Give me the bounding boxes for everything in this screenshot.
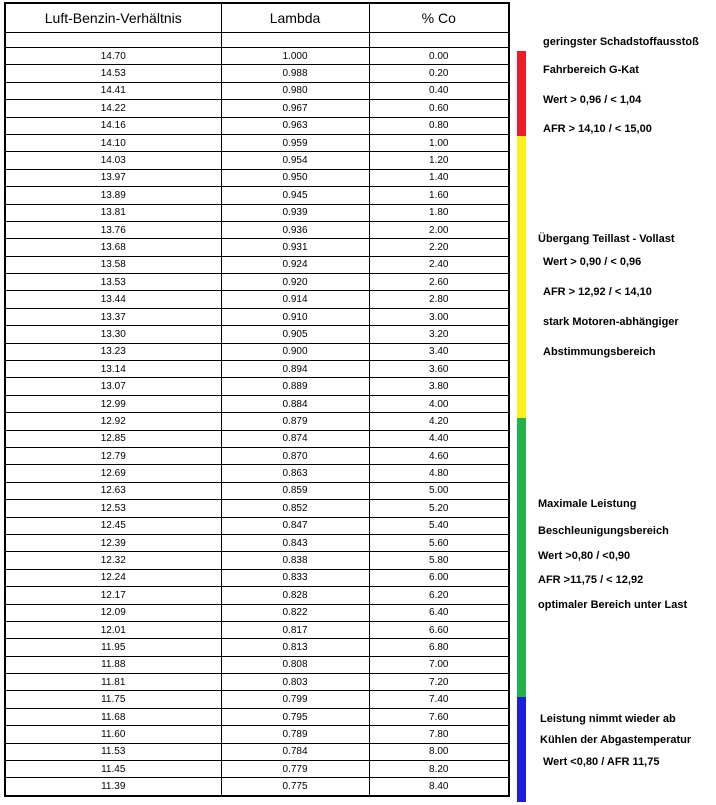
co-cell: 2.20 bbox=[369, 239, 509, 256]
afr-cell: 14.10 bbox=[5, 134, 221, 151]
afr-cell: 13.37 bbox=[5, 308, 221, 325]
lambda-cell: 0.988 bbox=[221, 65, 369, 82]
zone-red-line-1: geringster Schadstoffausstoß bbox=[543, 36, 699, 48]
co-cell: 5.80 bbox=[369, 552, 509, 569]
zone-green-line-2: Beschleunigungsbereich bbox=[538, 525, 669, 537]
afr-cell: 12.39 bbox=[5, 534, 221, 551]
afr-cell: 14.53 bbox=[5, 65, 221, 82]
lambda-cell: 0.817 bbox=[221, 621, 369, 638]
afr-cell: 13.68 bbox=[5, 239, 221, 256]
table-row bbox=[5, 256, 509, 273]
afr-cell: 13.89 bbox=[5, 187, 221, 204]
table-row bbox=[5, 761, 509, 778]
co-cell: 8.00 bbox=[369, 743, 509, 760]
lambda-cell: 0.959 bbox=[221, 134, 369, 151]
co-cell: 0.60 bbox=[369, 100, 509, 117]
lambda-cell: 0.795 bbox=[221, 708, 369, 725]
co-cell: 2.40 bbox=[369, 256, 509, 273]
zone-bar-blue bbox=[517, 697, 526, 802]
table-row bbox=[5, 82, 509, 99]
lambda-cell: 0.900 bbox=[221, 343, 369, 360]
lambda-cell: 0.936 bbox=[221, 221, 369, 238]
table-row bbox=[5, 674, 509, 691]
co-cell: 3.80 bbox=[369, 378, 509, 395]
co-cell: 0.00 bbox=[369, 48, 509, 65]
co-cell: 5.40 bbox=[369, 517, 509, 534]
lambda-cell: 0.910 bbox=[221, 308, 369, 325]
table-row bbox=[5, 447, 509, 464]
afr-cell: 12.45 bbox=[5, 517, 221, 534]
co-cell: 7.60 bbox=[369, 708, 509, 725]
afr-cell: 13.81 bbox=[5, 204, 221, 221]
co-cell: 7.00 bbox=[369, 656, 509, 673]
table-row bbox=[5, 482, 509, 499]
afr-cell: 11.88 bbox=[5, 656, 221, 673]
lambda-cell: 0.905 bbox=[221, 326, 369, 343]
afr-cell: 13.44 bbox=[5, 291, 221, 308]
afr-cell: 12.53 bbox=[5, 500, 221, 517]
table-row bbox=[5, 413, 509, 430]
lambda-cell: 0.843 bbox=[221, 534, 369, 551]
afr-cell: 11.53 bbox=[5, 743, 221, 760]
lambda-cell: 0.879 bbox=[221, 413, 369, 430]
lambda-cell: 0.852 bbox=[221, 500, 369, 517]
table-row bbox=[5, 552, 509, 569]
lambda-cell: 0.789 bbox=[221, 726, 369, 743]
lambda-cell: 0.847 bbox=[221, 517, 369, 534]
lambda-cell: 0.859 bbox=[221, 482, 369, 499]
lambda-cell: 0.779 bbox=[221, 761, 369, 778]
afr-cell: 14.22 bbox=[5, 100, 221, 117]
afr-cell: 11.45 bbox=[5, 761, 221, 778]
afr-cell: 11.95 bbox=[5, 639, 221, 656]
co-cell: 1.40 bbox=[369, 169, 509, 186]
table-row bbox=[5, 326, 509, 343]
zone-blue-line-2: Kühlen der Abgastemperatur bbox=[540, 734, 692, 746]
zone-yellow-line-5: Abstimmungsbereich bbox=[543, 346, 656, 358]
afr-cell: 12.24 bbox=[5, 569, 221, 586]
table-row bbox=[5, 517, 509, 534]
table-row bbox=[5, 48, 509, 65]
lambda-cell: 0.799 bbox=[221, 691, 369, 708]
co-cell: 6.00 bbox=[369, 569, 509, 586]
table-row bbox=[5, 587, 509, 604]
co-cell: 8.20 bbox=[369, 761, 509, 778]
zone-bar-green bbox=[517, 418, 526, 697]
zone-yellow-line-2: Wert > 0,90 / < 0,96 bbox=[543, 256, 642, 268]
afr-cell: 12.17 bbox=[5, 587, 221, 604]
lambda-cell: 0.813 bbox=[221, 639, 369, 656]
co-cell: 2.60 bbox=[369, 274, 509, 291]
afr-cell: 13.97 bbox=[5, 169, 221, 186]
lambda-cell: 0.924 bbox=[221, 256, 369, 273]
afr-cell: 12.01 bbox=[5, 621, 221, 638]
zone-blue-line-3: Wert <0,80 / AFR 11,75 bbox=[543, 756, 660, 768]
afr-cell: 14.41 bbox=[5, 82, 221, 99]
afr-lambda-co-table bbox=[4, 2, 510, 797]
afr-cell: 12.69 bbox=[5, 465, 221, 482]
afr-cell: 13.23 bbox=[5, 343, 221, 360]
table-row bbox=[5, 430, 509, 447]
table-row bbox=[5, 726, 509, 743]
lambda-cell: 0.784 bbox=[221, 743, 369, 760]
afr-cell: 12.85 bbox=[5, 430, 221, 447]
table-row bbox=[5, 152, 509, 169]
co-cell: 4.00 bbox=[369, 395, 509, 412]
table-row bbox=[5, 691, 509, 708]
lambda-cell: 0.884 bbox=[221, 395, 369, 412]
table-row bbox=[5, 569, 509, 586]
zone-bar-yellow bbox=[517, 136, 526, 418]
co-cell: 0.20 bbox=[369, 65, 509, 82]
table-row bbox=[5, 204, 509, 221]
table-row bbox=[5, 656, 509, 673]
table-row bbox=[5, 308, 509, 325]
lambda-cell: 0.920 bbox=[221, 274, 369, 291]
afr-cell: 13.58 bbox=[5, 256, 221, 273]
zone-yellow-line-3: AFR > 12,92 / < 14,10 bbox=[543, 286, 652, 298]
afr-cell: 13.53 bbox=[5, 274, 221, 291]
lambda-cell: 0.889 bbox=[221, 378, 369, 395]
co-cell: 6.20 bbox=[369, 587, 509, 604]
co-cell: 7.80 bbox=[369, 726, 509, 743]
afr-cell: 12.63 bbox=[5, 482, 221, 499]
table-row bbox=[5, 187, 509, 204]
table-row bbox=[5, 534, 509, 551]
co-cell: 3.20 bbox=[369, 326, 509, 343]
co-cell: 3.60 bbox=[369, 361, 509, 378]
co-cell: 7.20 bbox=[369, 674, 509, 691]
lambda-cell: 0.945 bbox=[221, 187, 369, 204]
co-cell: 6.40 bbox=[369, 604, 509, 621]
zone-green-line-1: Maximale Leistung bbox=[538, 498, 637, 510]
afr-cell: 11.68 bbox=[5, 708, 221, 725]
table-row bbox=[5, 743, 509, 760]
table-header-row bbox=[5, 3, 509, 33]
table-row bbox=[5, 291, 509, 308]
table-row bbox=[5, 343, 509, 360]
lambda-cell: 0.950 bbox=[221, 169, 369, 186]
afr-cell: 11.81 bbox=[5, 674, 221, 691]
co-cell: 3.40 bbox=[369, 343, 509, 360]
afr-cell: 11.39 bbox=[5, 778, 221, 796]
header-afr: Luft-Benzin-Verhältnis bbox=[5, 3, 221, 33]
table-row bbox=[5, 778, 509, 796]
lambda-cell: 0.863 bbox=[221, 465, 369, 482]
co-cell: 1.20 bbox=[369, 152, 509, 169]
lambda-cell: 1.000 bbox=[221, 48, 369, 65]
lambda-cell: 0.874 bbox=[221, 430, 369, 447]
afr-cell: 11.75 bbox=[5, 691, 221, 708]
table-row bbox=[5, 65, 509, 82]
afr-cell: 11.60 bbox=[5, 726, 221, 743]
lambda-cell: 0.931 bbox=[221, 239, 369, 256]
zone-yellow-line-4: stark Motoren-abhängiger bbox=[543, 316, 679, 328]
co-cell: 0.40 bbox=[369, 82, 509, 99]
table-row bbox=[5, 708, 509, 725]
co-cell: 1.80 bbox=[369, 204, 509, 221]
afr-cell: 12.09 bbox=[5, 604, 221, 621]
lambda-cell: 0.838 bbox=[221, 552, 369, 569]
header-co: % Co bbox=[369, 3, 509, 33]
co-cell: 5.20 bbox=[369, 500, 509, 517]
table-row bbox=[5, 621, 509, 638]
afr-cell: 12.99 bbox=[5, 395, 221, 412]
co-cell: 1.60 bbox=[369, 187, 509, 204]
table-row bbox=[5, 378, 509, 395]
zone-bar-red bbox=[517, 51, 526, 136]
table-spacer-row bbox=[5, 33, 509, 48]
table-row bbox=[5, 117, 509, 134]
co-cell: 6.60 bbox=[369, 621, 509, 638]
co-cell: 2.80 bbox=[369, 291, 509, 308]
zone-red-line-4: AFR > 14,10 / < 15,00 bbox=[543, 123, 652, 135]
co-cell: 4.80 bbox=[369, 465, 509, 482]
table-row bbox=[5, 639, 509, 656]
co-cell: 0.80 bbox=[369, 117, 509, 134]
co-cell: 4.60 bbox=[369, 447, 509, 464]
table-row bbox=[5, 500, 509, 517]
co-cell: 5.60 bbox=[369, 534, 509, 551]
zone-green-line-5: optimaler Bereich unter Last bbox=[538, 599, 688, 611]
co-cell: 5.00 bbox=[369, 482, 509, 499]
co-cell: 3.00 bbox=[369, 308, 509, 325]
table-row bbox=[5, 100, 509, 117]
table-row bbox=[5, 361, 509, 378]
afr-cell: 12.92 bbox=[5, 413, 221, 430]
lambda-cell: 0.914 bbox=[221, 291, 369, 308]
table-row bbox=[5, 395, 509, 412]
afr-cell: 12.32 bbox=[5, 552, 221, 569]
zone-green-line-4: AFR >11,75 / < 12,92 bbox=[538, 574, 644, 586]
zone-blue-line-1: Leistung nimmt wieder ab bbox=[540, 713, 676, 725]
table-row bbox=[5, 604, 509, 621]
zone-green-line-3: Wert >0,80 / <0,90 bbox=[538, 550, 631, 562]
co-cell: 4.40 bbox=[369, 430, 509, 447]
table-row bbox=[5, 239, 509, 256]
afr-cell: 13.30 bbox=[5, 326, 221, 343]
co-cell: 6.80 bbox=[369, 639, 509, 656]
lambda-cell: 0.954 bbox=[221, 152, 369, 169]
afr-cell: 13.76 bbox=[5, 221, 221, 238]
table-row bbox=[5, 465, 509, 482]
zone-red-line-3: Wert > 0,96 / < 1,04 bbox=[543, 94, 642, 106]
lambda-cell: 0.963 bbox=[221, 117, 369, 134]
table-row bbox=[5, 134, 509, 151]
afr-cell: 12.79 bbox=[5, 447, 221, 464]
lambda-cell: 0.894 bbox=[221, 361, 369, 378]
afr-cell: 14.16 bbox=[5, 117, 221, 134]
lambda-cell: 0.808 bbox=[221, 656, 369, 673]
co-cell: 4.20 bbox=[369, 413, 509, 430]
co-cell: 7.40 bbox=[369, 691, 509, 708]
afr-cell: 14.70 bbox=[5, 48, 221, 65]
co-cell: 1.00 bbox=[369, 134, 509, 151]
lambda-cell: 0.828 bbox=[221, 587, 369, 604]
afr-cell: 14.03 bbox=[5, 152, 221, 169]
lambda-cell: 0.822 bbox=[221, 604, 369, 621]
afr-cell: 13.07 bbox=[5, 378, 221, 395]
afr-cell: 13.14 bbox=[5, 361, 221, 378]
lambda-cell: 0.980 bbox=[221, 82, 369, 99]
lambda-cell: 0.803 bbox=[221, 674, 369, 691]
co-cell: 2.00 bbox=[369, 221, 509, 238]
zone-yellow-line-1: Übergang Teillast - Vollast bbox=[538, 233, 675, 245]
lambda-cell: 0.775 bbox=[221, 778, 369, 796]
lambda-cell: 0.870 bbox=[221, 447, 369, 464]
table-row bbox=[5, 274, 509, 291]
zone-red-line-2: Fahrbereich G-Kat bbox=[543, 64, 639, 76]
table-row bbox=[5, 221, 509, 238]
lambda-cell: 0.833 bbox=[221, 569, 369, 586]
co-cell: 8.40 bbox=[369, 778, 509, 796]
header-lambda: Lambda bbox=[221, 3, 369, 33]
lambda-cell: 0.967 bbox=[221, 100, 369, 117]
lambda-cell: 0.939 bbox=[221, 204, 369, 221]
table-row bbox=[5, 169, 509, 186]
